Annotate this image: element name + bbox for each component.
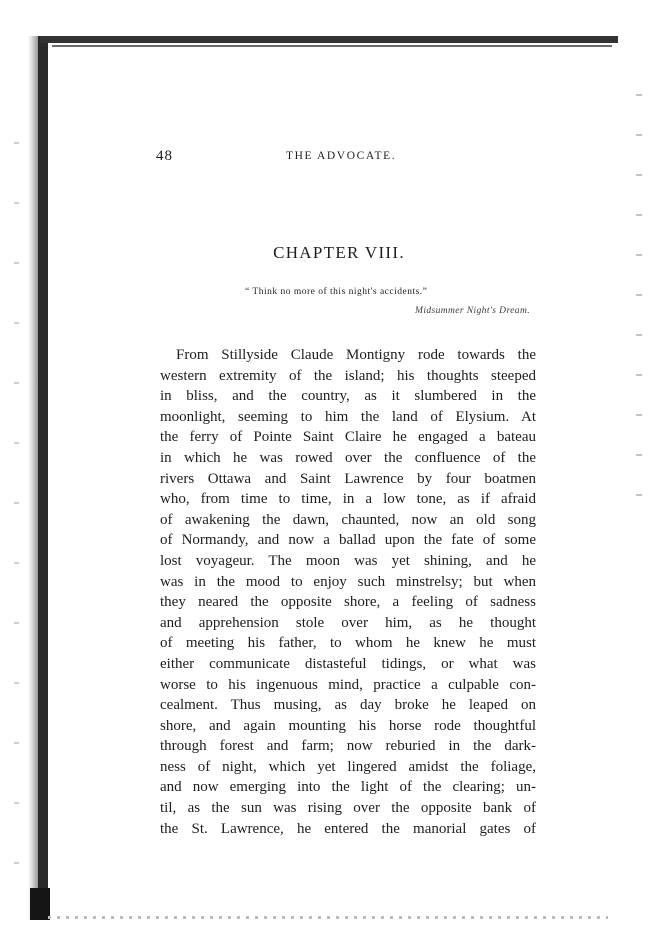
text-line: through forest and farm; now reburied in the dark- [160,738,536,755]
running-title: THE ADVOCATE. [286,150,397,162]
binding-foot [30,888,50,920]
text-line: western extremity of the island; his thoughts steeped [160,367,536,384]
text-line: the St. Lawrence, he entered the manorial gates of [160,820,536,837]
page-number: 48 [156,148,173,164]
text-line: of Normandy, and now a ballad upon the fate of some [160,532,536,549]
text-line: worse to his ingenuous mind, practice a culpable con- [160,676,536,693]
text-line: rivers Ottawa and Saint Lawrence by four boatmen [160,470,536,487]
text-line: who, from time to time, in a low tone, as if afraid [160,491,536,508]
epigraph-source: Midsummer Night's Dream. [415,306,530,316]
text-line: til, as the sun was rising over the opposite bank of [160,800,536,817]
text-line: of meeting his father, to whom he knew he must [160,635,536,652]
text-line: ness of night, which yet lingered amidst the foliage, [160,758,536,775]
text-line: and now emerging into the light of the clearing; un- [160,779,536,796]
text-line: was in the mood to enjoy such minstrelsy; but when [160,573,536,590]
text-line: either communicate distasteful tidings, or what was [160,655,536,672]
text-line: they neared the opposite shore, a feeling of sadness [160,594,536,611]
epigraph-quote: “ Think no more of this night's accidents.” [245,287,428,297]
text-line: From Stillyside Claude Montigny rode towards the [176,347,536,363]
text-line: in which he was rowed over the confluence of the [160,449,536,466]
text-line: cealment. Thus musing, as day broke he leaped on [160,697,536,714]
scan-specks-right [636,80,642,500]
page-bottom-edge [48,916,608,919]
chapter-title: CHAPTER VIII. [273,243,405,262]
page-top-edge [40,36,618,43]
text-line: the ferry of Pointe Saint Claire he engaged a bateau [160,429,536,446]
text-line: shore, and again mounting his horse rode thoughtful [160,717,536,734]
text-line: of awakening the dawn, chaunted, now an old song [160,511,536,528]
text-line: and apprehension stole over him, as he thought [160,614,536,631]
binding-shadow [38,36,48,920]
text-line: in bliss, and the country, as it slumbered in the [160,388,536,405]
body-text [160,345,536,839]
scan-specks-left [14,120,19,880]
text-line: lost voyageur. The moon was yet shining, and he [160,552,536,569]
page-top-edge-inner [52,45,612,47]
text-line: moonlight, seeming to him the land of Elysium. At [160,408,536,425]
